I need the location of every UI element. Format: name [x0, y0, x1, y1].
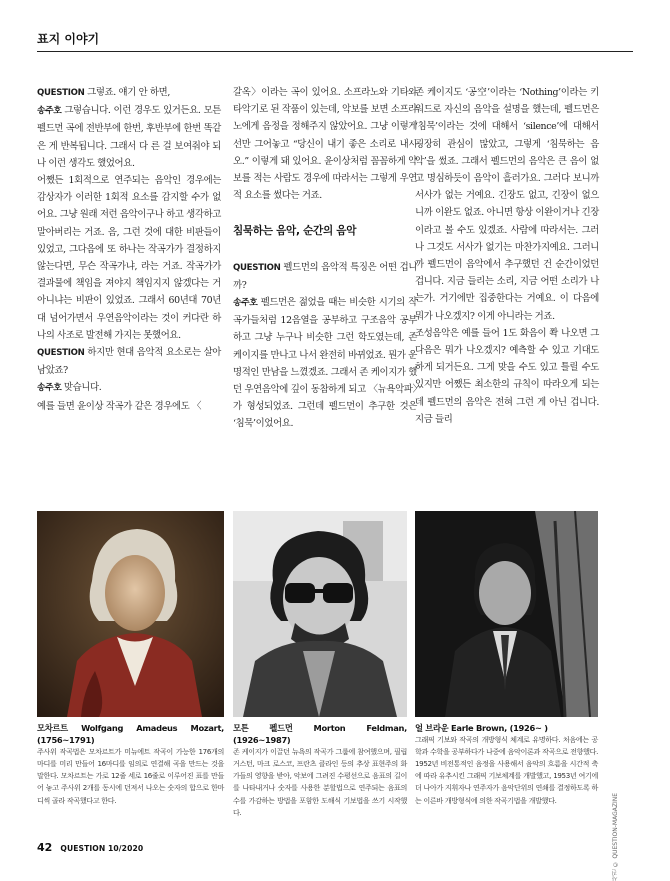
- paragraph-text: 그렇습니다. 이런 경우도 있거든요. 모튼 펠드먼 곡에 전반부에 한번, 후반부에 한번 똑같은 게 반복됩니다. 그래서 다 른 걸 보여줘야 되나 이런 생각도 했었어요.: [37, 105, 221, 169]
- paragraph: [37, 379, 221, 397]
- speaker-tag: 송주호: [37, 106, 62, 117]
- caption-text: 존 케이지가 이끌던 뉴욕의 작곡가 그룹에 참여했으며, 필립 거스턴, 마크 로스코, 프란츠 클라인 등의 추상 표현주의 화가들의 영향을 받아, 악보에 그려진 수평선으로 음표의 길이를 나타내거나 숫자를 사용한 분할법으로 연주되는 음표의 수를 가감하는 방법을 포함한 도해식 기보법을 쓰기 시작했다.: [233, 747, 407, 817]
- speaker-tag: QUESTION: [37, 348, 85, 359]
- text-column-1: [37, 84, 221, 415]
- paragraph: 조성음악은 예를 들어 1도 화음이 쫙 나오면 그 다음은 뭐가 나오겠지? 예측할 수 있고 기대도 하게 되거든요. 그게 맞을 수도 있고 틀릴 수도 있지만 어쨌든 최소한의 규칙이 따라오게 되는데 펠드먼의 음악은 전혀 그런 게 아닌 겁니다. 지금 들리: [415, 327, 599, 425]
- paragraph-text: 그렇죠. 얘기 안 하면,: [84, 87, 170, 98]
- mozart-portrait: [37, 511, 224, 717]
- speaker-tag: QUESTION: [37, 88, 85, 98]
- caption-title: 얼 브라운 Earle Brown, (1926~ ): [415, 723, 548, 733]
- caption-title: 모튼 펠드먼 Morton Feldman, (1926~1987): [233, 723, 407, 746]
- paragraph-text: 예를 들면 윤이상 작곡가 같은 경우에도 〈: [37, 400, 202, 412]
- subheading: 침묵하는 음악, 순간의 음악: [233, 225, 357, 238]
- section-label: 표지 이야기: [37, 32, 100, 46]
- speaker-tag: 송주호: [37, 383, 62, 394]
- paragraph-text: 어쨌든 1회적으로 연주되는 음악인 경우에는 감상자가 이러한 1회적 요소를 감지할 수가 없어요. 그냥 원래 저런 음악이구나 하고 생각하고 말아버리는 거죠. 음, 그런 것에 대한 비판들이 있었고, 그다음에 또 하나는 작곡가가 결정하지 않는다면, 무슨 작곡가냐, 라는 거죠. 작곡가가 결과물에 책임을 져야지 책임지지 않겠다는 거 아니냐는 비판이 있었죠. 그래서 60년대 70년대 넘어가면서 우연음악이라는 것이 커다란 하나의 사조로 발전해 가지는 못했어요.: [37, 175, 221, 341]
- caption-text: 그래픽 기보와 작곡의 개방형식 체계로 유명하다. 처음에는 공학과 수학을 공부하다가 나중에 음악이론과 작곡으로 전향했다. 1952년 비전통적인 음정을 사용해서 음악의 흐름을 시간적 축에 따라 유추시킨 그래픽 기보체계를 개발했고, 1953년 여기에 더 나아가 지휘자나 연주자가 음악단위의 연쇄를 결정하도록 하는 이른바 개방형식에 의한 작곡기법을 개발했다.: [415, 735, 598, 805]
- feldman-photo: [233, 511, 407, 717]
- magazine-issue: QUESTION 10/2020: [60, 844, 144, 853]
- paragraph: [37, 344, 221, 379]
- speaker-tag: QUESTION: [233, 262, 281, 273]
- photo-caption: [37, 722, 224, 807]
- brown-photo: [415, 511, 598, 717]
- page-footer: [37, 836, 143, 855]
- paragraph: 갈옥〉이라는 곡이 있어요. 소프라노와 기타와 타악기로 된 작품이 있는데, 악보를 보면 소프라노에게 음정을 정해주지 않았어요. 그냥 이렇게 선만 그어놓고 “당신이 내기 좋은 소리로 내시오.” 이렇게 돼 있어요. 윤이상처럼 꼼꼼하게 악보를 적는 사람도 경우에 따라서는 그렇게 우연적 요소를 썼다는 거죠.: [233, 87, 417, 202]
- text-column-2: [233, 84, 417, 433]
- paragraph-text: 하지만 현대 음악적 요소로는 살아남았죠?: [37, 347, 221, 377]
- paragraph-text: 펠드먼은 젊었을 때는 비슷한 시기의 작곡가들처럼 12음열을 공부하고 구조음악 공부하고 그냥 누구나 비슷한 그런 학도였는데, 존 케이지를 만나고 나서 완전히 바뀌었죠. 뭔가 운명적인 만남을 느꼈겠죠. 그래서 존 케이지가 했던 우연음악에 깊이 동참하게 되고 〈뉴욕악파〉가 형성되었죠. 그런데 펠드먼이 추구한 것은 ‘침묵’이었어요.: [233, 297, 417, 430]
- paragraph-text: 맞습니다.: [61, 382, 102, 394]
- header-divider: [37, 51, 633, 52]
- photo-caption: [233, 722, 407, 819]
- paragraph: [37, 84, 221, 102]
- paragraph: [37, 398, 221, 415]
- caption-title: 모차르트 Wolfgang Amadeus Mozart, (1756~1791): [37, 723, 224, 746]
- paragraph-text: 펠드먼의 음악적 특징은 어떤 겁니까?: [233, 261, 417, 291]
- paragraph: [233, 294, 417, 433]
- paragraph: [233, 259, 417, 294]
- speaker-tag: 송주호: [233, 298, 258, 309]
- paragraph: [37, 102, 221, 172]
- caption-text: 주사위 작곡법은 모차르트가 미뉴에트 작곡이 가능한 176개의 마디를 미리 만들어 16마디를 임의로 연결해 곡을 만드는 것을 말한다. 모차르트는 가로 12줄 세로 16줄로 이루어진 표를 만들어 놓고 주사위 2개를 동시에 던져서 나오는 숫자의 합으로 한마디씩 골라 작곡했다고 한다.: [37, 747, 224, 805]
- photo-credit: 사진 © QUESTION-MAGAZINE: [612, 793, 619, 881]
- photo-caption: [415, 722, 598, 807]
- text-column-3: [415, 84, 599, 428]
- paragraph: 존 케이지도 ‘공空’이라는 ‘Nothing’이라는 키워드로 자신의 음악을 설명을 했는데, 펠드먼은 ‘침묵’이라는 것에 대해서 ‘silence’에 대해서 굉장히 관심이 많았고, 그렇게 ‘침묵하는 음악’을 썼죠. 그래서 펠드먼의 음악은 큰 음이 없고 명심하듯이 음악이 흘러가요. 그러다 보니까 서사가 없는 거예요. 긴장도 없고, 긴장이 없으니까 이완도 없죠. 아니면 항상 이완이거나 긴장이라고 볼 수도 있겠죠. 사람에 따라서는. 그러나 그것도 서사가 없기는 마찬가지예요. 그러니까 펠드먼이 음악에서 추구했던 건 순간이었던 겁니다. 지금 들리는 소리, 지금 어떤 소리가 나는가. 거기에만 집중한다는 거예요. 이 다음에 뭐가 나오겠지? 이게 아니라는 거죠.: [415, 87, 599, 322]
- paragraph: [37, 172, 221, 344]
- page-number: 42: [37, 841, 53, 854]
